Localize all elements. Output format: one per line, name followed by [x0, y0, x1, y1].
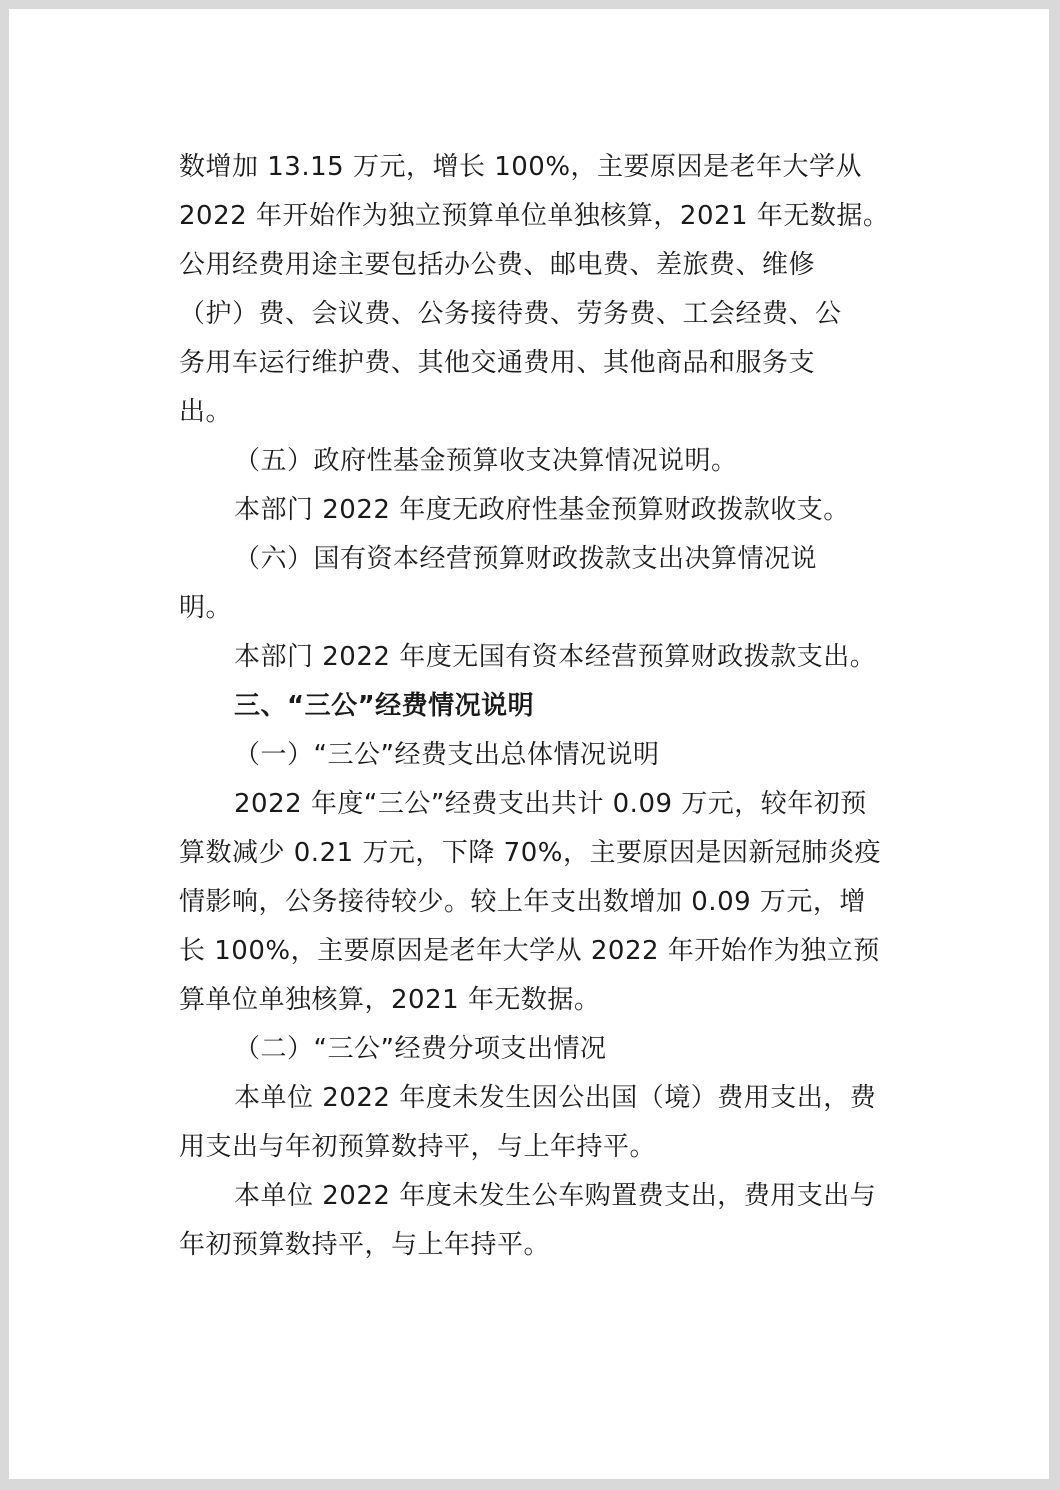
paragraph-line: 本单位 2022 年度未发生因公出国（境）费用支出，费 [234, 1083, 877, 1113]
paragraph-line: 出。 [179, 397, 233, 427]
section-heading-five: （五）政府性基金预算收支决算情况说明。 [234, 446, 738, 476]
paragraph-line: （护）费、会议费、公务接待费、劳务费、工会经费、公 [179, 299, 842, 329]
section-heading-one: （一）“三公”经费支出总体情况说明 [234, 740, 660, 770]
paragraph-line: 本部门 2022 年度无国有资本经营预算财政拨款支出。 [234, 642, 877, 672]
paragraph-line: 长 100%，主要原因是老年大学从 2022 年开始作为独立预 [179, 936, 880, 966]
paragraph-line: 本单位 2022 年度未发生公车购置费支出，费用支出与 [234, 1181, 877, 1211]
paragraph-line: 2022 年开始作为独立预算单位单独核算，2021 年无数据。 [179, 201, 890, 231]
section-heading-six: （六）国有资本经营预算财政拨款支出决算情况说 [234, 544, 818, 574]
paragraph-line: 年初预算数持平，与上年持平。 [179, 1230, 551, 1260]
chapter-heading-three: 三、“三公”经费情况说明 [234, 691, 535, 721]
paragraph-line: 务用车运行维护费、其他交通费用、其他商品和服务支 [179, 348, 816, 378]
section-heading-six-continued: 明。 [179, 593, 233, 623]
paragraph-line: 情影响，公务接待较少。较上年支出数增加 0.09 万元，增 [179, 887, 866, 917]
paragraph-line: 本部门 2022 年度无政府性基金预算财政拨款收支。 [234, 495, 850, 525]
paragraph-line: 2022 年度“三公”经费支出共计 0.09 万元，较年初预 [234, 789, 867, 819]
paragraph-line: 算数减少 0.21 万元，下降 70%，主要原因是因新冠肺炎疫 [179, 838, 881, 868]
paragraph-line: 用支出与年初预算数持平，与上年持平。 [179, 1132, 657, 1162]
paragraph-line: 数增加 13.15 万元，增长 100%，主要原因是老年大学从 [179, 152, 863, 182]
paragraph-line: 算单位单独核算，2021 年无数据。 [179, 985, 601, 1015]
paragraph-line: 公用经费用途主要包括办公费、邮电费、差旅费、维修 [179, 250, 816, 280]
document-page [9, 9, 1049, 1479]
section-heading-two: （二）“三公”经费分项支出情况 [234, 1034, 607, 1064]
